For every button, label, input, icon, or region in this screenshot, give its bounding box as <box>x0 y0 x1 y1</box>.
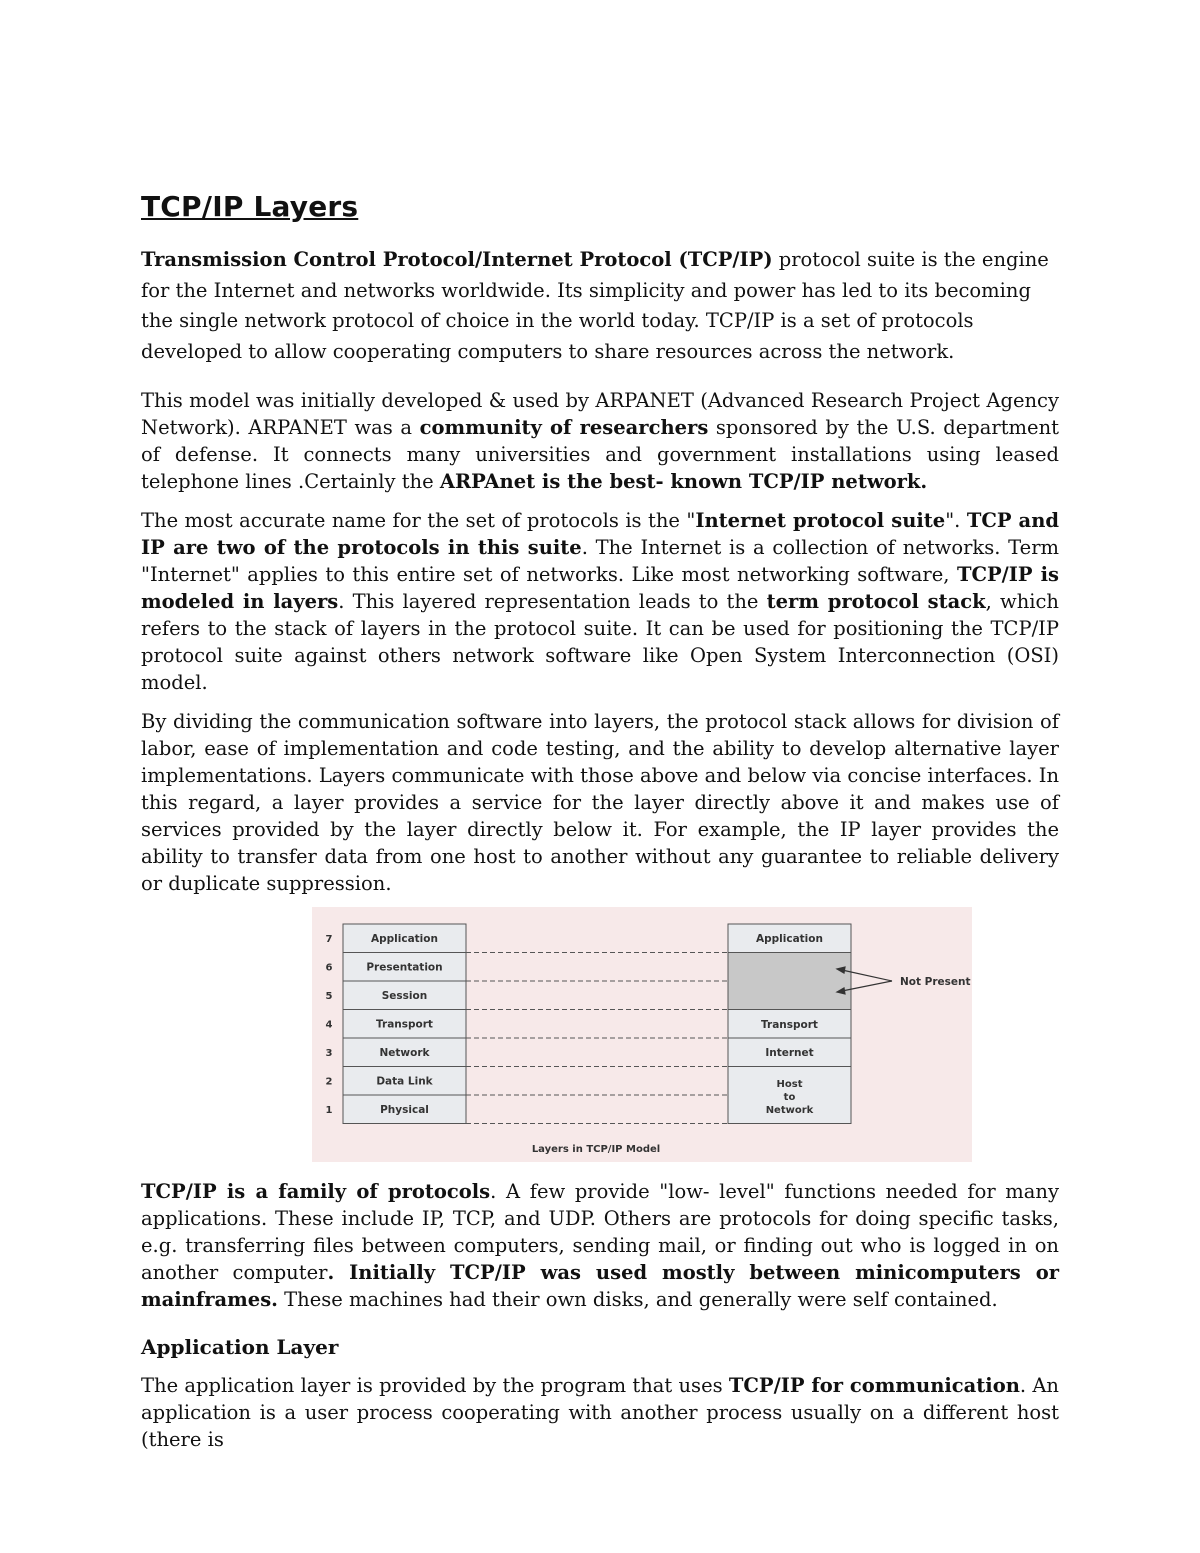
paragraph-layers <box>141 708 1059 897</box>
document-page <box>141 190 1059 1453</box>
bold-text: TCP/IP is a family of protocols <box>141 1180 491 1203</box>
page-title: TCP/IP Layers <box>141 190 359 223</box>
text: . The Internet is a collection of networks. Term "Internet" applies to this entire set of networks. Like most networking software, <box>141 536 1060 586</box>
osi-num-4: 4 <box>325 1019 333 1031</box>
bold-text: TCP/IP is modeled in layers <box>141 563 1059 613</box>
text: The application layer is provided by the program that uses <box>141 1374 729 1397</box>
paragraph-arpanet <box>141 387 1059 495</box>
tcpip-label-to: to <box>783 1092 796 1103</box>
text: . An application is a user process cooperating with another process usually on a different host (there is <box>141 1374 1059 1451</box>
bold-text: TCP and IP are two of the protocols in this suite <box>141 509 1060 559</box>
not-present-label: Not Present <box>900 976 971 988</box>
bold-text: community of researchers <box>419 416 709 439</box>
text: . A few provide "low- level" functions needed for many applications. These include IP, TCP, and UDP. Others are protocols for doing specific tasks, e.g. transferring files between computers, sending mail, or finding out who is logged in on another computer <box>141 1180 1059 1284</box>
paragraph-intro <box>141 245 1059 367</box>
tcpip-label-internet: Internet <box>765 1047 814 1059</box>
osi-stack <box>326 924 466 1124</box>
osi-num-1: 1 <box>325 1105 333 1116</box>
bold-text: ARPAnet is the best- known TCP/IP network. <box>439 470 928 493</box>
tcpip-label-transport: Transport <box>761 1019 818 1031</box>
text: ". <box>945 509 967 532</box>
layers-diagram <box>312 907 972 1162</box>
diagram-caption: Layers in TCP/IP Model <box>531 1144 661 1155</box>
paragraph-protocol-suite <box>141 507 1059 696</box>
tcpip-label-host: Host <box>776 1079 803 1090</box>
section-heading-application-layer: Application Layer <box>141 1335 339 1359</box>
paragraph-application-layer <box>141 1372 1059 1453</box>
osi-num-7: 7 <box>325 934 333 945</box>
tcpip-row-not-present <box>728 953 851 1010</box>
osi-num-6: 6 <box>325 962 333 974</box>
bold-text: TCP/IP for communication <box>728 1374 1020 1397</box>
text: The most accurate name for the set of protocols is the " <box>141 509 696 532</box>
osi-label-physical: Physical <box>380 1104 429 1116</box>
bold-text: Transmission Control Protocol/Internet Protocol (TCP/IP) <box>141 248 773 271</box>
text: . This layered representation leads to the <box>338 590 767 613</box>
tcpip-label-network: Network <box>765 1105 814 1116</box>
osi-num-2: 2 <box>325 1076 333 1088</box>
paragraph-family <box>141 1178 1059 1313</box>
osi-label-presentation: Presentation <box>366 961 443 974</box>
bold-text: term protocol stack <box>766 590 986 613</box>
tcpip-label-application: Application <box>756 933 823 945</box>
osi-num-5: 5 <box>325 991 333 1002</box>
osi-label-session: Session <box>381 990 428 1002</box>
text: protocol suite is the engine for the Internet and networks worldwide. Its simplicity and power has led to its becoming the single network protocol of choice in the world today. TCP/IP is a set of protocols developed to allow cooperating computers to share resources across the network. <box>141 248 1049 363</box>
text: By dividing the communication software into layers, the protocol stack allows for division of labor, ease of implementation and code testing, and the ability to develop alternative layer implementations. Layers communicate with those above and below via concise interfaces. In this regard, a layer provides a service for the layer directly above it and makes use of services provided by the layer directly below it. For example, the IP layer provides the ability to transfer data from one host to another without any guarantee to reliable delivery or duplicate suppression. <box>141 710 1060 895</box>
osi-label-network: Network <box>379 1047 430 1059</box>
bold-text: Internet protocol suite <box>695 509 946 532</box>
osi-label-data-link: Data Link <box>376 1075 433 1088</box>
tcpip-stack <box>728 924 851 1124</box>
text: These machines had their own disks, and generally were self contained. <box>277 1288 998 1311</box>
osi-label-application: Application <box>371 933 438 945</box>
text: This model was initially developed & used by ARPANET (Advanced Research Project Agency Network). ARPANET was a <box>141 389 1059 439</box>
text: sponsored by the U.S. department of defense. It connects many universities and government installations using leased telephone lines .Certainly the <box>141 416 1059 493</box>
bold-text: . Initially TCP/IP was used mostly between minicomputers or mainframes. <box>141 1261 1059 1311</box>
text: , which refers to the stack of layers in the protocol suite. It can be used for positioning the TCP/IP protocol suite against others network software like Open System Interconnection (OSI) model. <box>141 590 1059 694</box>
layers-diagram-svg <box>312 907 972 1162</box>
osi-num-3: 3 <box>325 1048 333 1059</box>
osi-label-transport: Transport <box>376 1018 433 1031</box>
